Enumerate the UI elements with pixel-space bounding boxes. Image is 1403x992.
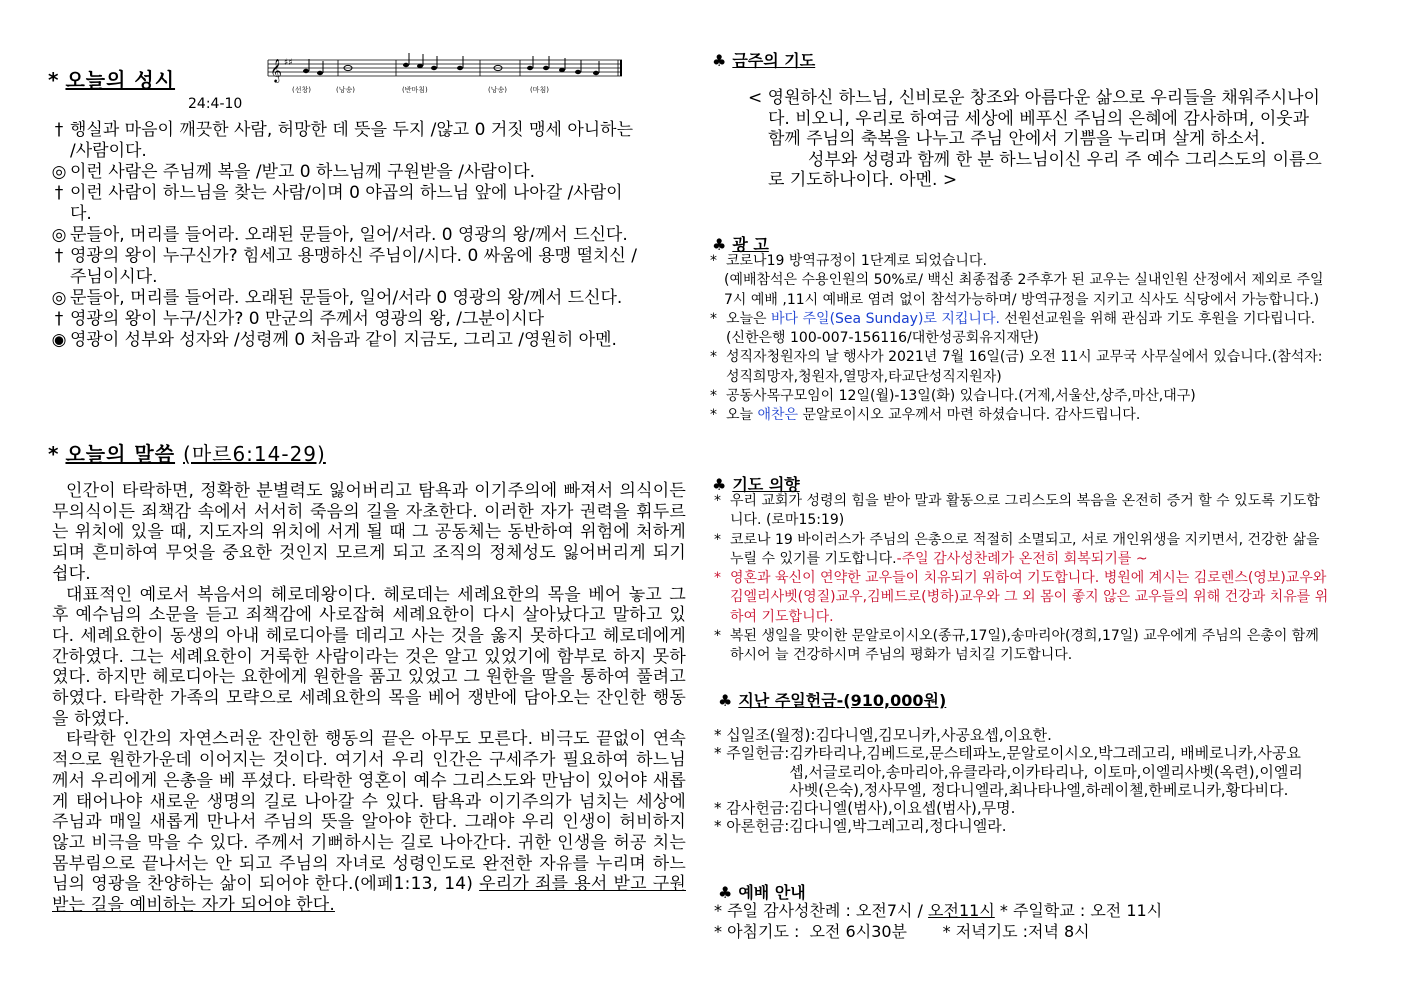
club-icon: ♣ [712,475,727,494]
psalm-verses [48,120,638,351]
notices-list [710,252,1330,426]
collect-body: < 영원하신 하느님, 신비로운 창조와 아름다운 삶으로 우리들을 채워주시나이다. 비오니, 우리로 하여금 세상에 베푸신 주님의 은혜에 감사하며, 이웃과 함께 주님의 축복을 나누고 주님 안에서 기쁨을 누리며 살게 하소서. [748,88,1320,149]
intention-item: * 우리 교회가 성령의 힘을 받아 말과 활동으로 그리스도의 복음을 온전히 증거 할 수 있도록 기도합니다. (로마15:19) [714,493,1320,529]
psalm-verse: ◎ 문들아, 머리를 들어라. 오래된 문들아, 일어/서라 0 영광의 왕/께서 드신다. [51,288,623,308]
sermon-body [52,481,686,916]
worship-line: * 아침기도 : 오전 6시30분 * 저녁기도 :저녁 8시 [714,922,1090,941]
music-staff-icon [262,48,628,96]
notice-item: * 공동사목구모임이 12일(월)-13일(화) 있습니다.(거제,서울산,상주,마산,대구) [710,388,1196,405]
collect-heading: ♣ 금주의 기도 [712,51,816,70]
prayer-intentions-heading: ♣ 기도 의향 [712,475,800,494]
offering-row: * 감사헌금: 김다니엘(범사),이요셉(범사),무명. [714,799,1016,818]
music-label-4: (낭송) [488,86,507,94]
sermon-reference: (마르6:14-29) [183,442,326,466]
psalm-verse: † 영광의 왕이 누구신가? 힘세고 용맹하신 주님이/시다. 0 싸움에 용맹 떨치신 /주님이시다. [54,246,637,287]
notice-item: * 오늘은 바다 주일(Sea Sunday)로 지킵니다. 선원선교원을 위해 관심과 기도 후원을 기다립니다.(신한은행 100-007-156116/대한성공회유지재단) [710,310,1316,347]
collect-text [748,88,1328,191]
music-label-5: (마침) [530,86,549,94]
club-icon: ♣ [712,235,727,254]
club-icon: ♣ [718,691,733,710]
psalm-verse: ◉ 영광이 성부와 성자와 /성령께 0 처음과 같이 지금도, 그리고 /영원히 아멘. [51,330,617,350]
svg-text:♯♯: ♯♯ [284,58,293,68]
club-icon: ♣ [712,51,727,70]
offering-amount: -(910,000원) [836,691,947,710]
worship-heading: ♣ 예배 안내 [718,883,806,902]
worship-line: * 주일 감사성찬례 : 오전7시 / 오전11시 * 주일학교 : 오전 11시 [714,901,1163,920]
notice-item: * 오늘 애찬은 문알로이시오 교우께서 마련 하셨습니다. 감사드립니다. [710,407,1141,424]
intention-item: * 영혼과 육신이 연약한 교우들이 치유되기 위하여 기도합니다. 병원에 계시는 김로렌스(영보)교우와 김엘리사벳(영질)교우,김베드로(병하)교우와 그 외 몸이 좋지 않은 교우들의 위해 건강과 치유를 위하여 기도합니다. [714,570,1329,625]
sermon-closing-underlined: 우리가 죄를 용서 받고 구원 받는 길을 예비하는 자가 되어야 한다. [52,874,686,916]
sermon-paragraph: 인간이 타락하면, 정확한 분별력도 잃어버리고 탐욕과 이기주의에 빠져서 의식이든 무의식이든 죄책감 속에서 서서히 죽음의 길을 자초한다. 이러한 자가 권력을 휘두르는 위치에 있을 때, 지도자의 위치에 서게 될 때 그 공동체는 동반하여 위험에 처하게 되며 흔미하여 무엇을 중요한 것인지 모르게 되고 조직의 정체성도 잃어버리게 되기 쉽다. [52,481,686,584]
sermon-paragraph: 타락한 인간의 자연스러운 잔인한 행동의 끝은 아무도 모른다. 비극도 끝없이 연속적으로 원한가운데 이어지는 것이다. 여기서 우리 인간은 구세주가 필요하여 하느님께서 우리에게 은총을 베 푸셨다. 타락한 영혼이 예수 그리스도와 만남이 있어야 새롭게 태어나야 새로운 생명의 길로 나아갈 수 있다. 탐욕과 이기주의가 넘치는 세상에 주님과 매일 새롭게 만나서 주님의 뜻을 알아야 한다. 그래야 우리 인생이 허비하지 않고 비극을 막을 수 있다. 주께서 기뻐하시는 길로 나아간다. 귀한 인생을 허공 치는 몸부림으로 끝나서는 안 되고 주님의 자녀로 성령인도로 완전한 자유를 누리며 하느님의 영광을 찬양하는 삶이 되어야 한다.(에페1:13, 14) 우리가 죄를 용서 받고 구원 받는 길을 예비하는 자가 되어야 한다. [52,729,686,916]
prayer-intentions-list [714,492,1332,666]
music-label-1: (선창) [292,86,311,94]
offering-row: * 주일헌금: 김카타리나,김베드로,문스테파노,문알로이시오,박그레고리, 배베로니카,사공요셉,서글로리아,송마리아,유클라라,이카타리나, 이토마,이엘리사벳(옥련),이엘리사벳(은숙),정사무엘, 정다니엘라,최나타나엘,하레이첼,한베로니카,황다비다. [714,744,1303,799]
collect-doxology: 성부와 성령과 함께 한 분 하느님이신 우리 주 예수 그리스도의 이름으로 기도하나이다. 아멘. > [768,149,1322,190]
psalm-heading: * 오늘의 성시 [48,68,176,92]
svg-text:𝄞: 𝄞 [270,58,282,82]
offering-heading: ♣ 지난 주일헌금-(910,000원) [718,691,947,710]
music-label-2: (낭송) [336,86,355,94]
music-label-3: (반마침) [402,86,428,94]
psalm-reference: 24:4-10 [188,96,243,112]
psalm-verse: ◎ 문들아, 머리를 들어라. 오래된 문들아, 일어/서라. 0 영광의 왕/께서 드신다. [51,225,628,245]
offering-list [714,726,1334,836]
psalm-verse: † 행실과 마음이 깨끗한 사람, 허망한 데 뜻을 두지 /않고 0 거짓 맹세 아니하는 /사람이다. [54,120,634,161]
notice-item: * 성직자청원자의 날 행사가 2021년 7월 16일(금) 오전 11시 교무국 사무실에서 있습니다.(참석자:성직희망자,청원자,열망자,타교단성직지원자) [710,349,1323,385]
sermon-heading: * 오늘의 말씀 (마르6:14-29) [48,442,326,466]
notices-heading: ♣ 광 고 [712,235,769,254]
club-icon: ♣ [718,883,733,902]
intention-item: * 복된 생일을 맞이한 문알로이시오(종규,17일),송마리아(경희,17일) 교우에게 주님의 은총이 함께 하시어 늘 건강하시며 주님의 평화가 넘치길 기도합니다. [714,628,1319,664]
sermon-paragraph: 대표적인 예로서 복음서의 헤로데왕이다. 헤로데는 세례요한의 목을 베어 놓고 그후 예수님의 소문을 듣고 죄책감에 사로잡혀 세례요한이 다시 살아났다고 말하고 있다. 세례요한이 동생의 아내 헤로디아를 데리고 사는 것을 옳지 못하다고 헤로데에게 간하였다. 그는 세례요한이 거룩한 사람이라는 것은 알고 있었기에 함부로 하지 못하였다. 하지만 헤로디아는 요한에게 원한을 품고 있었고 그 원한을 딸을 통하여 풀려고 하였다. 타락한 가족의 모략으로 세례요한의 목을 베어 쟁반에 담아오는 잔인한 행동을 하였다. [52,584,686,729]
psalm-verse: † 이런 사람이 하느님을 찾는 사람/이며 0 야곱의 하느님 앞에 나아갈 /사람이다. [54,183,623,224]
notice-item: (예배참석은 수용인원의 50%로/ 백신 최종접종 2주후가 된 교우는 실내인원 산정에서 제외로 주일 7시 예배 ,11시 예배로 염려 없이 참석가능하며/ 방역규정을 지키고 식사도 식당에서 가능합니다.) [724,272,1324,308]
notice-item: * 코로나19 방역규정이 1단계로 되었습니다. [710,253,987,269]
offering-row: * 아론헌금: 김다니엘,박그레고리,정다니엘라. [714,817,1007,836]
worship-times [714,900,1334,942]
psalm-verse: † 영광의 왕이 누구/신가? 0 만군의 주께서 영광의 왕, /그분이시다 [54,309,545,329]
psalm-verse: ◎ 이런 사람은 주님께 복을 /받고 0 하느님께 구원받을 /사람이다. [51,162,536,182]
offering-row: * 십일조(월정): 김다니엘,김모니카,사공요셉,이요한. [714,726,1052,744]
intention-item: * 코로나 19 바이러스가 주님의 은총으로 적절히 소멸되고, 서로 개인위생을 지키면서, 건강한 삶을 누릴 수 있기를 기도합니다.-주일 감사성찬례가 온전히 회복되기를 ~ [714,531,1320,567]
